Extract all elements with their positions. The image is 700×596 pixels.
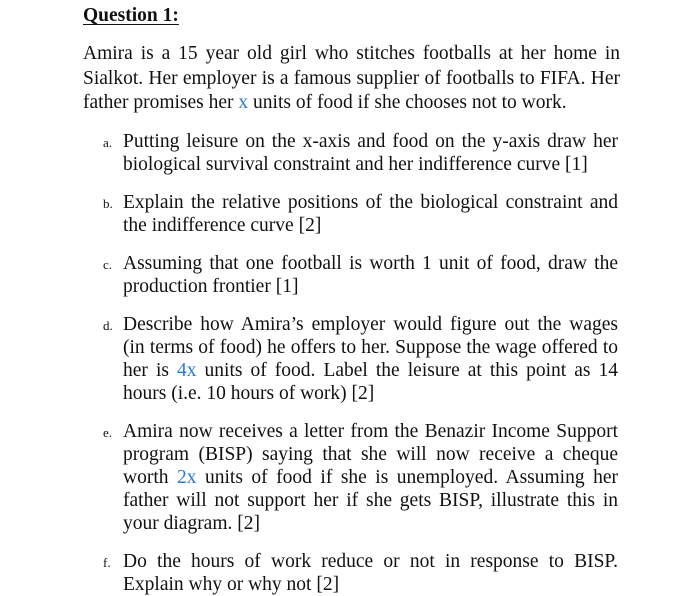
sub-question-text-part: Assuming that one football is worth 1 unit of food, draw the production frontier [1] (123, 252, 618, 297)
sub-question-f (83, 550, 618, 596)
sub-question-text-part: Putting leisure on the x-axis and food on the y-axis draw her biological survival constraint and her indifference curve [1] (123, 130, 618, 175)
sub-question-text-part: Describe how Amira’s employer would figure out the wages (in terms of food) he offers to her. Suppose the wage offered to her is (123, 313, 618, 381)
sub-question-marker: b. (103, 195, 113, 211)
sub-question-marker: f. (103, 554, 111, 570)
sub-question-text-part: units of food if she is unemployed. Assuming her father will not support her if she gets BISP, illustrate this in your diagram. [2] (123, 466, 618, 534)
sub-question-a (83, 130, 618, 176)
sub-question-text-part: Amira now receives a letter from the Benazir Income Support program (BISP) saying that she will now receive a cheque worth (123, 420, 618, 488)
bisp-value-2x: 2x (177, 466, 197, 488)
sub-question-text-part: units of food. Label the leisure at this point as 14 hours (i.e. 10 hours of work) [2] (123, 359, 619, 404)
sub-question-text (123, 420, 618, 535)
wage-value-4x: 4x (177, 359, 197, 381)
sub-question-marker: e. (103, 424, 113, 440)
sub-question-text-part: Explain the relative positions of the biological constraint and the indifference curve [2] (123, 191, 618, 236)
intro-variable-x: x (238, 92, 249, 113)
sub-question-text (123, 191, 618, 237)
sub-question-text (123, 130, 618, 176)
sub-question-list (83, 130, 700, 596)
sub-question-text (123, 550, 618, 596)
sub-question-marker: c. (103, 256, 113, 272)
question-intro (83, 42, 620, 116)
intro-text-2: units of food if she chooses not to work. (248, 92, 567, 113)
sub-question-text (123, 252, 618, 298)
sub-question-c (83, 252, 618, 298)
sub-question-e (83, 420, 618, 535)
sub-question-d (83, 313, 618, 405)
sub-question-b (83, 191, 618, 237)
intro-text-1: Amira is a 15 year old girl who stitches footballs at her home in Sialkot. Her employer is a famous supplier of footballs to FIFA. Her father promises her (83, 43, 620, 113)
sub-question-text (123, 313, 618, 405)
question-heading: Question 1: (83, 5, 179, 26)
sub-question-marker: a. (103, 134, 113, 150)
sub-question-marker: d. (103, 317, 113, 333)
sub-question-text-part: Do the hours of work reduce or not in response to BISP. Explain why or why not [2] (123, 550, 618, 595)
